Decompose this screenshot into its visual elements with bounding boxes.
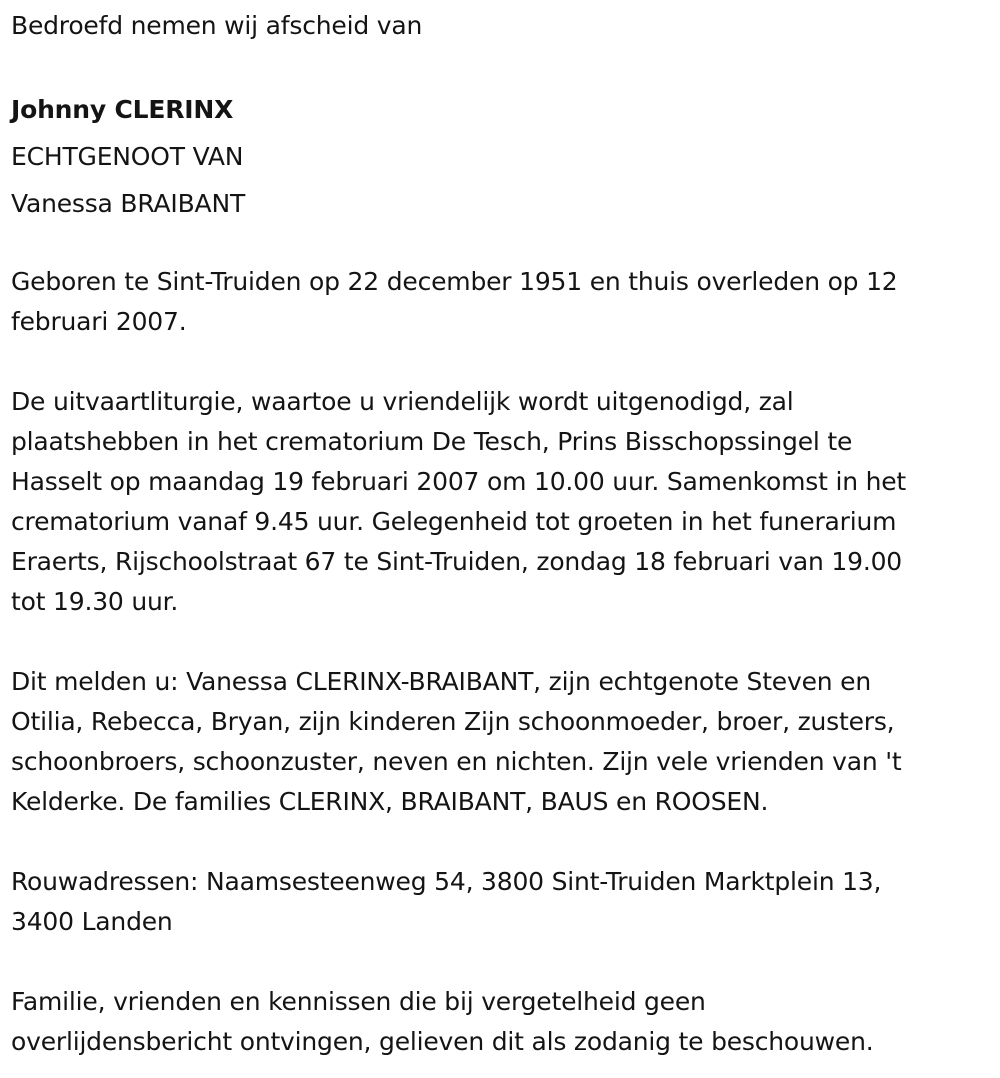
- announcers-paragraph: [11, 662, 986, 822]
- paragraph-line: overlijdensbericht ontvingen, gelieven dit als zodanig te beschouwen.: [11, 1027, 874, 1056]
- mourning-address-paragraph: [11, 862, 986, 942]
- spouse-name: Vanessa BRAIBANT: [11, 189, 246, 218]
- paragraph-line: crematorium vanaf 9.45 uur. Gelegenheid tot groeten in het funerarium: [11, 507, 897, 536]
- deceased-section: [11, 86, 245, 227]
- paragraph-line: tot 19.30 uur.: [11, 587, 179, 616]
- paragraph-line: Eraerts, Rijschoolstraat 67 te Sint-Truiden, zondag 18 februari van 19.00: [11, 547, 902, 576]
- paragraph-line: Dit melden u: Vanessa CLERINX-BRAIBANT, zijn echtgenote Steven en: [11, 667, 871, 696]
- intro-text: Bedroefd nemen wij afscheid van: [11, 11, 423, 40]
- paragraph-line: plaatshebben in het crematorium De Tesch, Prins Bisschopssingel te: [11, 427, 853, 456]
- paragraph-line: Kelderke. De families CLERINX, BRAIBANT, BAUS en ROOSEN.: [11, 787, 769, 816]
- paragraph-line: Otilia, Rebecca, Bryan, zijn kinderen Zijn schoonmoeder, broer, zusters,: [11, 707, 895, 736]
- paragraph-line: Hasselt op maandag 19 februari 2007 om 10.00 uur. Samenkomst in het: [11, 467, 907, 496]
- closing-notice-paragraph: [11, 982, 986, 1062]
- paragraph-line: Geboren te Sint-Truiden op 22 december 1951 en thuis overleden op 12: [11, 267, 898, 296]
- paragraph-line: 3400 Landen: [11, 907, 173, 936]
- paragraph-line: schoonbroers, schoonzuster, neven en nichten. Zijn vele vrienden van 't: [11, 747, 902, 776]
- relation-text: ECHTGENOOT VAN: [11, 142, 244, 171]
- intro-section: [11, 6, 422, 46]
- deceased-name: Johnny CLERINX: [11, 95, 234, 124]
- paragraph-line: Familie, vrienden en kennissen die bij vergetelheid geen: [11, 987, 706, 1016]
- birth-death-paragraph: [11, 262, 986, 342]
- paragraph-line: Rouwadressen: Naamsesteenweg 54, 3800 Sint-Truiden Marktplein 13,: [11, 867, 882, 896]
- funeral-liturgy-paragraph: [11, 382, 986, 622]
- paragraph-line: februari 2007.: [11, 307, 187, 336]
- paragraph-line: De uitvaartliturgie, waartoe u vriendelijk wordt uitgenodigd, zal: [11, 387, 794, 416]
